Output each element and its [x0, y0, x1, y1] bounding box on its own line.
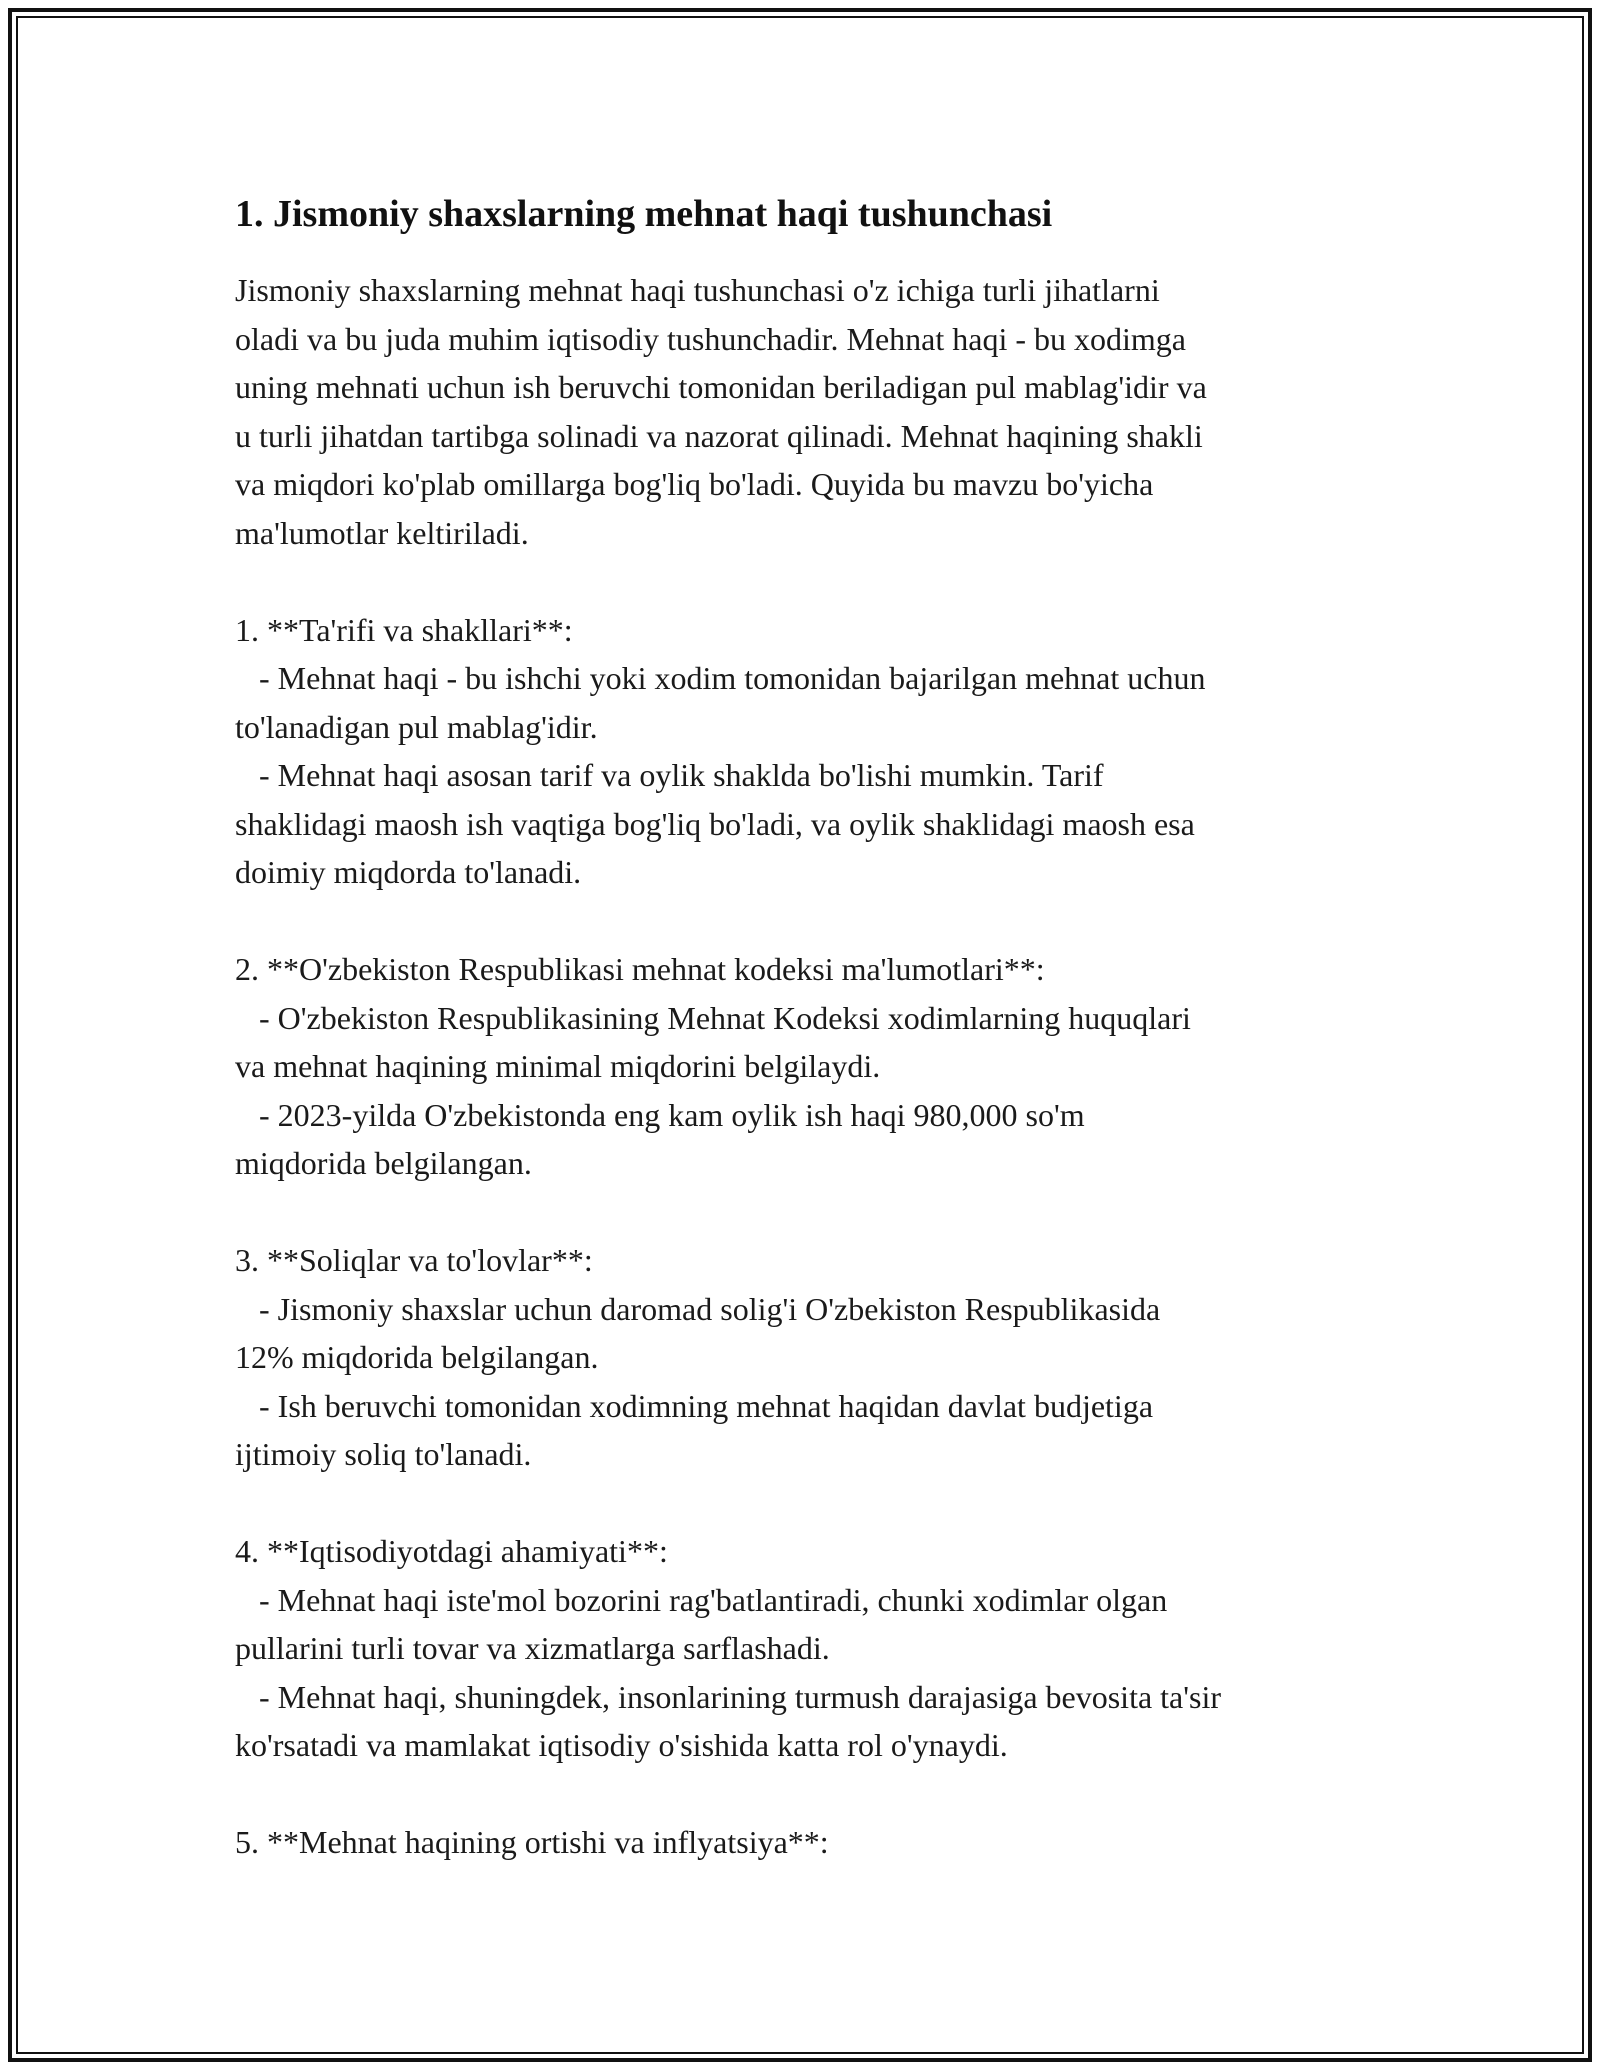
section-item: - Jismoniy shaxslar uchun daromad solig'i O'zbekiston Respublikasida 12% miqdorida belgilangan. — [235, 1290, 1161, 1375]
section-item: - O'zbekiston Respublikasining Mehnat Kodeksi xodimlarning huquqlari va mehnat haqining minimal miqdorini belgilaydi. — [235, 999, 1191, 1084]
section-title: 4. **Iqtisodiyotdagi ahamiyati**: — [235, 1533, 668, 1569]
section-economic-importance — [235, 1527, 1385, 1770]
section-labor-code — [235, 945, 1385, 1188]
section-title: 5. **Mehnat haqining ortishi va inflyatsiya**: — [235, 1824, 829, 1860]
section-item: - Mehnat haqi iste'mol bozorini rag'batlantiradi, chunki xodimlar olgan pullarini turli tovar va xizmatlarga sarflashadi. — [235, 1581, 1168, 1666]
document-body — [235, 188, 1385, 1867]
section-item: - Mehnat haqi - bu ishchi yoki xodim tomonidan bajarilgan mehnat uchun to'lanadigan pul mablag'idir. — [235, 660, 1206, 745]
intro-paragraph: Jismoniy shaxslarning mehnat haqi tushunchasi o'z ichiga turli jihatlarni oladi va bu juda muhim iqtisodiy tushunchadir. Mehnat haqi - bu xodimga uning mehnati uchun ish beruvchi tomonidan beriladigan pul mablag'idir va u turli jihatdan tartibga solinadi va nazorat qilinadi. Mehnat haqining shakli va miqdori ko'plab omillarga bog'liq bo'ladi. Quyida bu mavzu bo'yicha ma'lumotlar keltiriladi. — [235, 272, 1207, 551]
section-item: - Mehnat haqi asosan tarif va oylik shaklda bo'lishi mumkin. Tarif shaklidagi maosh ish vaqtiga bog'liq bo'ladi, va oylik shaklidagi maosh esa doimiy miqdorda to'lanadi. — [235, 757, 1195, 890]
section-item: - 2023-yilda O'zbekistonda eng kam oylik ish haqi 980,000 so'm miqdorida belgilangan. — [235, 1096, 1085, 1181]
paragraph-gap — [235, 897, 1385, 946]
section-title: 3. **Soliqlar va to'lovlar**: — [235, 1242, 593, 1278]
document-heading: 1. Jismoniy shaxslarning mehnat haqi tushunchasi — [235, 193, 1053, 235]
paragraph-gap — [235, 1770, 1385, 1819]
section-wage-growth-inflation — [235, 1818, 1385, 1867]
section-title: 2. **O'zbekiston Respublikasi mehnat kodeksi ma'lumotlari**: — [235, 951, 1045, 987]
paragraph-gap — [235, 1479, 1385, 1528]
section-definition — [235, 606, 1385, 897]
section-item: - Ish beruvchi tomonidan xodimning mehnat haqidan davlat budjetiga ijtimoiy soliq to'lanadi. — [235, 1387, 1154, 1472]
paragraph-gap — [235, 1188, 1385, 1237]
section-title: 1. **Ta'rifi va shakllari**: — [235, 611, 573, 648]
section-item: - Mehnat haqi, shuningdek, insonlarining turmush darajasiga bevosita ta'sir ko'rsatadi va mamlakat iqtisodiy o'sishida katta rol o'ynaydi. — [235, 1678, 1222, 1763]
section-taxes — [235, 1236, 1385, 1479]
paragraph-gap — [235, 557, 1385, 606]
